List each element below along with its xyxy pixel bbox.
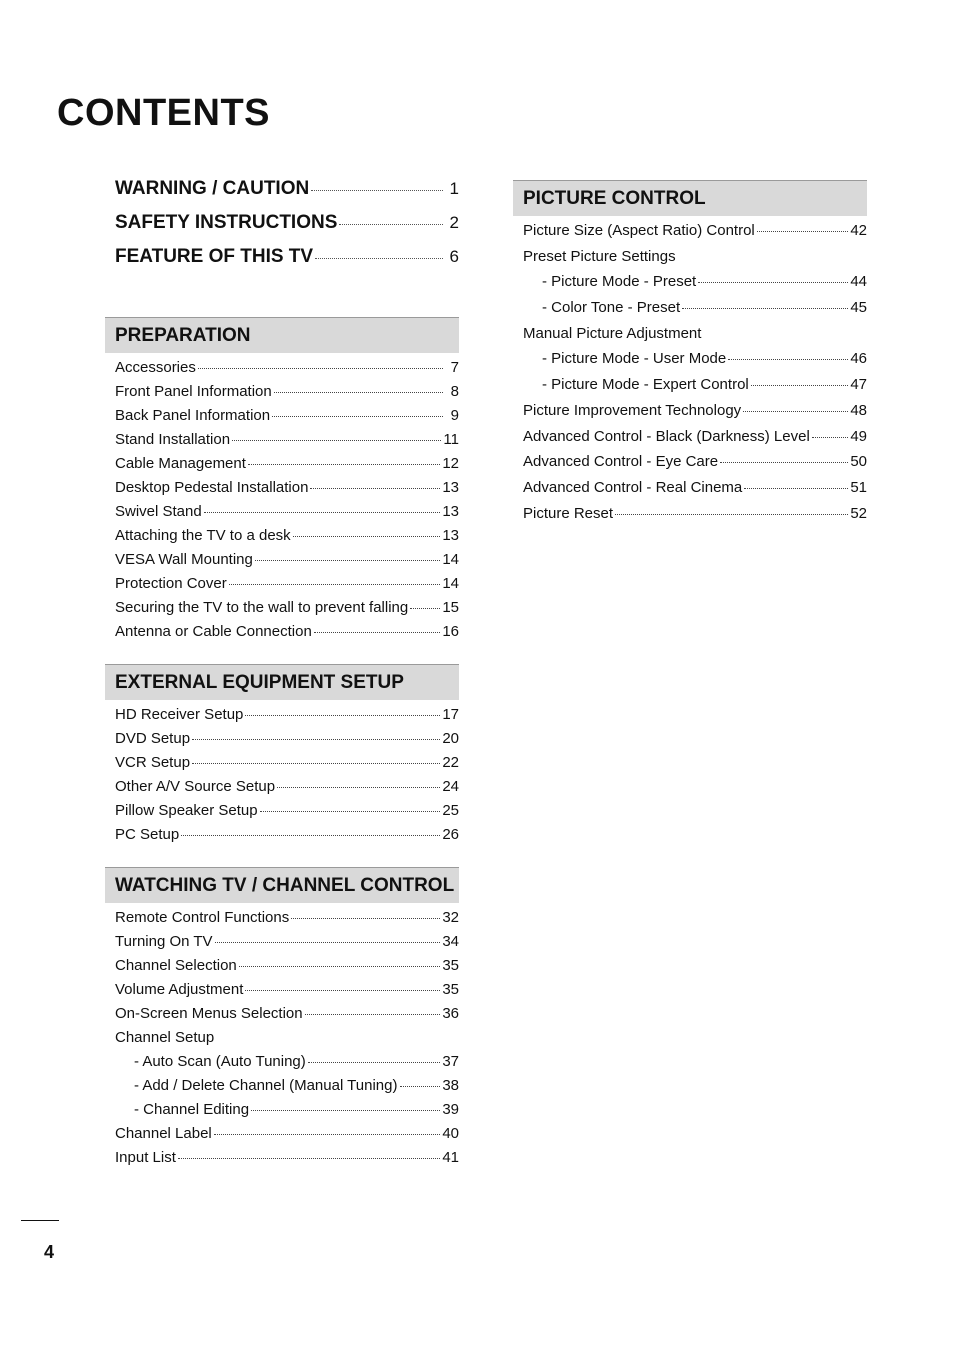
toc-entry-page: 47 [850,376,867,394]
leader-dots [214,1134,441,1135]
toc-entry-on-screen-menus-selection [115,1005,459,1029]
leader-dots [682,308,848,309]
leader-dots [232,440,441,441]
leader-dots [339,224,443,225]
leader-dots [248,464,440,465]
leader-dots [757,231,849,232]
leader-dots [315,258,443,259]
toc-entry-label: Front Panel Information [115,383,272,400]
leader-dots [277,787,440,788]
leader-dots [274,392,443,393]
toc-entry-page: 22 [442,754,459,771]
toc-entry-page: 37 [442,1053,459,1070]
toc-entry-picture-reset [523,505,867,531]
toc-entry-feature-of-this-tv [115,246,459,280]
toc-entry-page: 1 [449,179,459,198]
toc-entry-page: 49 [850,427,867,445]
toc-entry-channel-selection [115,957,459,981]
toc-entry-dvd-setup [115,730,459,754]
toc-entry-label: Antenna or Cable Connection [115,623,312,640]
toc-entry-hd-receiver-setup [115,706,459,730]
section-watching-tv-channel-control [105,867,459,1173]
leader-dots [198,368,443,369]
toc-entry-label: Channel Setup [115,1029,215,1046]
toc-entry-label: VCR Setup [115,754,191,771]
toc-entry-label: Picture Reset [523,504,614,522]
leader-dots [192,763,440,764]
toc-entry-label: - Picture Mode - User Mode [542,350,727,368]
toc-entry-advanced-control-real-cinema [523,479,867,505]
toc-entry-page: 17 [442,706,459,723]
page-title: CONTENTS [57,92,270,134]
toc-entry-vesa-wall-mounting [115,551,459,575]
toc-entry-label: - Add / Delete Channel (Manual Tuning) [134,1077,398,1094]
toc-entry-label: SAFETY INSTRUCTIONS [115,212,338,233]
toc-entry-channel-label [115,1125,459,1149]
section-header: PREPARATION [105,317,459,353]
leader-dots [744,488,848,489]
toc-entry-label: Preset Picture Settings [523,247,676,265]
section-entries [513,216,867,530]
section-header: PICTURE CONTROL [513,180,867,216]
toc-entry-label: VESA Wall Mounting [115,551,253,568]
toc-entry-label: Advanced Control - Black (Darkness) Level [523,427,810,445]
toc-entry-label: Pillow Speaker Setup [115,802,258,819]
toc-entry-page: 24 [442,778,459,795]
toc-entry-volume-adjustment [115,981,459,1005]
toc-entry-picture-mode-preset [523,273,867,299]
toc-entry-back-panel-information [115,407,459,431]
toc-entry-add-delete-channel-manual-tuning [115,1077,459,1101]
toc-entry-page: 15 [442,599,459,616]
toc-entry-antenna-or-cable-connection [115,623,459,647]
section-picture-control [513,180,867,530]
top-entries [105,178,459,280]
toc-entry-swivel-stand [115,503,459,527]
toc-entry-label: On-Screen Menus Selection [115,1005,303,1022]
toc-entry-label: Other A/V Source Setup [115,778,276,795]
toc-entry-page: 14 [442,551,459,568]
leader-dots [239,966,441,967]
toc-entry-page: 14 [442,575,459,592]
leader-dots [615,514,848,515]
toc-entry-label: Attaching the TV to a desk [115,527,291,544]
right-sections [513,180,867,530]
toc-entry-page: 35 [442,957,459,974]
toc-entry-vcr-setup [115,754,459,778]
toc-entry-label: - Color Tone - Preset [542,299,681,317]
section-header: WATCHING TV / CHANNEL CONTROL [105,867,459,903]
toc-entry-label: Volume Adjustment [115,981,244,998]
leader-dots [812,437,849,438]
toc-entry-page: 13 [442,527,459,544]
page-number: 4 [44,1242,55,1262]
toc-entry-page: 6 [449,247,459,266]
footer-rule [21,1220,59,1221]
toc-entry-label: Stand Installation [115,431,231,448]
toc-entry-label: HD Receiver Setup [115,706,244,723]
toc-entry-label: Channel Selection [115,957,237,974]
toc-entry-label: Advanced Control - Eye Care [523,453,719,471]
toc-entry-label: - Auto Scan (Auto Tuning) [134,1053,306,1070]
toc-entry-label: DVD Setup [115,730,191,747]
toc-entry-picture-mode-expert-control [523,376,867,402]
toc-entry-page: 11 [443,431,459,448]
toc-entry-page: 44 [850,273,867,291]
toc-entry-page: 16 [442,623,459,640]
toc-entry-label: Back Panel Information [115,407,271,424]
leader-dots [260,811,441,812]
toc-entry-advanced-control-eye-care [523,453,867,479]
toc-entry-protection-cover [115,575,459,599]
leader-dots [255,560,440,561]
leader-dots [178,1158,440,1159]
toc-entry-page: 51 [850,478,867,496]
toc-entry-label: Turning On TV [115,933,213,950]
toc-entry-other-a-v-source-setup [115,778,459,802]
toc-entry-label: - Picture Mode - Expert Control [542,376,749,394]
toc-entry-label: Securing the TV to the wall to prevent falling [115,599,409,616]
toc-entry-remote-control-functions [115,909,459,933]
toc-entry-label: Advanced Control - Real Cinema [523,478,743,496]
toc-entry-page: 20 [442,730,459,747]
toc-entry-advanced-control-black-darkness-level [523,428,867,454]
toc-entry-page: 39 [442,1101,459,1118]
toc-entry-preset-picture-settings [523,248,867,274]
leader-dots [310,488,440,489]
toc-entry-color-tone-preset [523,299,867,325]
toc-entry-label: FEATURE OF THIS TV [115,246,314,267]
toc-entry-label: Input List [115,1149,176,1166]
toc-entry-label: Desktop Pedestal Installation [115,479,309,496]
toc-entry-pc-setup [115,826,459,850]
section-entries [105,353,459,647]
leader-dots [720,462,848,463]
toc-entry-label: Channel Label [115,1125,212,1142]
toc-entry-input-list [115,1149,459,1173]
toc-entry-label: Cable Management [115,455,246,472]
toc-entry-label: Picture Improvement Technology [523,401,742,419]
toc-entry-safety-instructions [115,212,459,246]
toc-entry-page: 7 [450,359,459,376]
toc-entry-channel-editing [115,1101,459,1125]
leader-dots [293,536,441,537]
toc-entry-front-panel-information [115,383,459,407]
toc-entry-desktop-pedestal-installation [115,479,459,503]
toc-entry-pillow-speaker-setup [115,802,459,826]
toc-entry-manual-picture-adjustment [523,325,867,351]
leader-dots [291,918,440,919]
toc-entry-page: 26 [442,826,459,843]
toc-entry-page: 13 [442,479,459,496]
toc-entry-page: 32 [442,909,459,926]
toc-entry-page: 34 [442,933,459,950]
leader-dots [204,512,441,513]
toc-entry-label: Swivel Stand [115,503,202,520]
leader-dots [251,1110,440,1111]
leader-dots [192,739,440,740]
toc-entry-page: 25 [442,802,459,819]
toc-entry-attaching-the-tv-to-a-desk [115,527,459,551]
leader-dots [314,632,441,633]
section-entries [105,903,459,1173]
toc-entry-channel-setup [115,1029,459,1053]
toc-entry-picture-mode-user-mode [523,350,867,376]
toc-entry-page: 35 [442,981,459,998]
leader-dots [245,715,440,716]
leader-dots [272,416,443,417]
section-external-equipment-setup [105,664,459,850]
leader-dots [410,608,440,609]
toc-right-column [513,180,867,530]
leader-dots [215,942,441,943]
leader-dots [245,990,440,991]
toc-entry-page: 50 [850,453,867,471]
toc-entry-page: 41 [442,1149,459,1166]
toc-entry-label: Remote Control Functions [115,909,290,926]
toc-entry-securing-the-tv-to-the-wall-to-prevent-falling [115,599,459,623]
leader-dots [311,190,443,191]
leader-dots [743,411,848,412]
leader-dots [751,385,849,386]
leader-dots [229,584,441,585]
toc-entry-accessories [115,359,459,383]
toc-entry-page: 36 [442,1005,459,1022]
leader-dots [308,1062,441,1063]
toc-entry-turning-on-tv [115,933,459,957]
toc-entry-label: Manual Picture Adjustment [523,324,702,342]
toc-entry-page: 38 [442,1077,459,1094]
toc-entry-page: 40 [442,1125,459,1142]
toc-entry-page: 48 [850,401,867,419]
toc-left-column [105,178,459,1173]
toc-entry-label: Picture Size (Aspect Ratio) Control [523,222,755,239]
toc-entry-page: 13 [442,503,459,520]
toc-entry-label: Accessories [115,359,196,376]
toc-entry-cable-management [115,455,459,479]
toc-entry-page: 52 [850,504,867,522]
toc-entry-page: 46 [850,350,867,368]
toc-entry-label: - Channel Editing [134,1101,250,1118]
toc-entry-label: WARNING / CAUTION [115,178,310,199]
section-entries [105,700,459,850]
toc-entry-page: 2 [449,213,459,232]
leader-dots [181,835,440,836]
left-sections [105,317,459,1173]
toc-entry-page: 8 [450,383,459,400]
toc-entry-label: PC Setup [115,826,180,843]
leader-dots [305,1014,441,1015]
section-preparation [105,317,459,647]
toc-entry-picture-size-aspect-ratio-control [523,222,867,248]
leader-dots [698,282,848,283]
toc-entry-label: Protection Cover [115,575,227,592]
section-header: EXTERNAL EQUIPMENT SETUP [105,664,459,700]
toc-entry-picture-improvement-technology [523,402,867,428]
toc-entry-stand-installation [115,431,459,455]
leader-dots [400,1086,441,1087]
toc-entry-page: 9 [450,407,459,424]
leader-dots [728,359,848,360]
toc-entry-warning-caution [115,178,459,212]
toc-entry-page: 45 [850,299,867,317]
toc-entry-page: 42 [850,222,867,239]
toc-entry-auto-scan-auto-tuning [115,1053,459,1077]
toc-entry-page: 12 [442,455,459,472]
toc-entry-label: - Picture Mode - Preset [542,273,697,291]
